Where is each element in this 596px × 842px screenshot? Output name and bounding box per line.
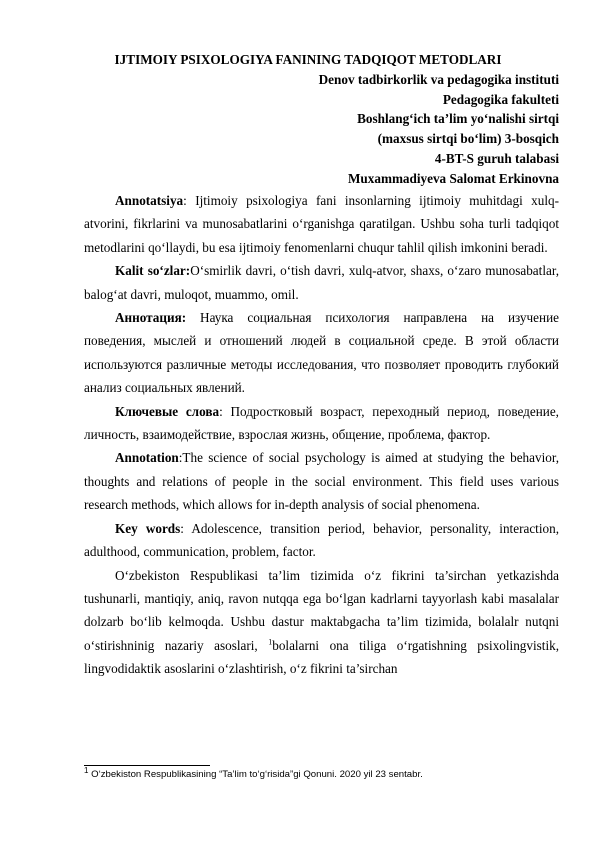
footnote — [84, 765, 564, 781]
paper-title: IJTIMOIY PSIXOLOGIYA FANINING TADQIQOT METODLARI — [114, 52, 502, 67]
keywords-ru — [84, 400, 559, 447]
footnote-divider — [84, 765, 210, 766]
student-group: 4-BT-S guruh talabasi — [434, 150, 559, 166]
author-affiliation-block — [199, 70, 559, 188]
keywords-ru-text: : Подростковый возраст, переходный период, поведение, личность, взаимодействие, взрослая жизнь, общение, проблема, фактор. — [84, 403, 559, 443]
abstract-uz-label: Annotatsiya — [115, 193, 184, 208]
keywords-uz-label: Kalit so‘zlar: — [115, 263, 191, 279]
main-paragraph — [84, 564, 559, 681]
keywords-uz — [84, 259, 559, 306]
faculty-name: Pedagogika fakulteti — [442, 91, 559, 107]
abstract-ru-label: Аннотация: — [115, 310, 187, 326]
study-form: (maxsus sirtqi bo‘lim) 3-bosqich — [377, 131, 559, 147]
keywords-en-label: Key words — [115, 520, 181, 536]
abstract-uz — [84, 189, 559, 259]
author-name: Muxammadiyeva Salomat Erkinovna — [347, 170, 559, 186]
abstract-uz-text: : Ijtimoiy psixologiya fani insonlarning ijtimoiy muhitdagi xulq-atvorini, fikrlarini va munosabatlarini o‘rganishga qaratilgan. Ushbu soha turli tadqiqot metodlarini qo‘llaydi, bu esa ijtimoiy fenomenlarni chuqur tahlil qilish imkonini beradi. — [84, 193, 559, 255]
abstract-ru — [84, 306, 559, 400]
keywords-en — [84, 517, 559, 564]
footnote-text: O‘zbekiston Respublikasining “Ta’lim to‘g‘risida”gi Qonuni. 2020 yil 23 sentabr. — [88, 769, 423, 780]
abstract-ru-text: Наука социальная психология направлена на изучение поведения, мыслей и отношений людей в социальной среде. В этой области используются различные методы исследования, что позволяет проводить глубокий анализ социальных явлений. — [84, 310, 559, 396]
abstract-en-label: Annotation — [115, 450, 179, 466]
keywords-en-text: : Adolescence, transition period, behavior, personality, interaction, adulthood, communication, problem, factor. — [84, 520, 559, 560]
footnote-number: 1 — [84, 765, 89, 775]
abstract-en — [84, 446, 559, 516]
footnote-marker[interactable]: 1 — [268, 637, 273, 647]
institute-name: Denov tadbirkorlik va pedagogika instituti — [318, 72, 559, 87]
keywords-uz-text: O‘smirlik davri, o‘tish davri, xulq-atvor, shaxs, o‘zaro munosabatlar, balog‘at davri, muloqot, muammo, omil. — [84, 263, 560, 302]
department-name: Boshlang‘ich ta’lim yo‘nalishi sirtqi — [357, 111, 559, 127]
abstract-en-text: :The science of social psychology is aimed at studying the behavior, thoughts and relations of people in the social environment. This field uses various research methods, which allows for in-depth analysis of social phenomena. — [84, 450, 559, 513]
paper-body — [84, 189, 559, 681]
main-paragraph-part1: O‘zbekiston Respublikasi ta’lim tizimida o‘z fikrini ta’sirchan yetkazishda tushunarli, mantiqiy, aniq, ravon nutqqa ega bo‘lgan kadrlarni tayyorlash kabi masalalar dolzarb bo‘lib kelmoqda. Ushbu dastur maktabgacha ta’lim tizimida, bolalalr nutqni o‘stirishninig nazariy asoslari, — [84, 567, 559, 653]
keywords-ru-label: Ключевые слова — [115, 403, 220, 419]
main-paragraph-part2: bolalarni ona tiliga o‘rgatishning psixolingvistik, lingvodidaktik asoslarini o‘zlashtirish, o‘z fikrini ta’sirchan — [84, 637, 560, 677]
